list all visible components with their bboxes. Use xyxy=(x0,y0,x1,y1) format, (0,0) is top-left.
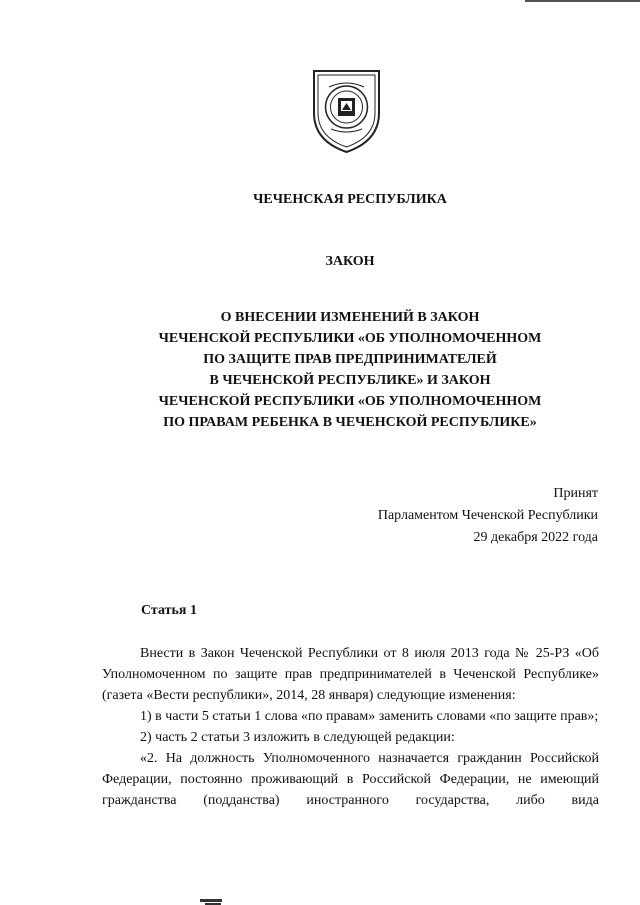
law-title-line: ПО ЗАЩИТЕ ПРАВ ПРЕДПРИНИМАТЕЛЕЙ xyxy=(203,352,497,367)
adoption-status: Принят xyxy=(553,486,598,501)
adoption-date: 29 декабря 2022 года xyxy=(473,530,598,545)
law-title-line: В ЧЕЧЕНСКОЙ РЕСПУБЛИКЕ» И ЗАКОН xyxy=(209,373,491,388)
top-rule xyxy=(525,0,640,2)
article-paragraph: 2) часть 2 статьи 3 изложить в следующей редакции: xyxy=(140,730,455,745)
article-heading: Статья 1 xyxy=(141,603,197,618)
law-title-line: О ВНЕСЕНИИ ИЗМЕНЕНИЙ В ЗАКОН xyxy=(220,310,480,325)
law-title xyxy=(0,307,640,433)
adoption-block xyxy=(378,483,598,549)
page-mark xyxy=(200,899,222,902)
law-title-line: ЧЕЧЕНСКОЙ РЕСПУБЛИКИ «ОБ УПОЛНОМОЧЕННОМ xyxy=(158,331,542,346)
adoption-body: Парламентом Чеченской Республики xyxy=(377,508,598,523)
law-title-line: ПО ПРАВАМ РЕБЕНКА В ЧЕЧЕНСКОЙ РЕСПУБЛИКЕ» xyxy=(163,415,537,430)
article-paragraph: Внести в Закон Чеченской Республики от 8 июля 2013 года № 25-РЗ «Об Уполномоченном по защите прав предпринимателей в Чеченской Республике» (газета «Вести республики», 2014, 28 января) следующие изменения: xyxy=(102,646,599,703)
article-paragraph: «2. На должность Уполномоченного назначается гражданин Российской Федерации, постоянно проживающий в Российской Федерации, не имеющий гражданства (подданства) иностранного государства, либо вида xyxy=(102,751,599,808)
document-type: ЗАКОН xyxy=(325,254,375,269)
article-body xyxy=(102,643,599,811)
coat-of-arms-icon xyxy=(309,65,384,155)
region-title: ЧЕЧЕНСКАЯ РЕСПУБЛИКА xyxy=(253,192,447,207)
law-title-line: ЧЕЧЕНСКОЙ РЕСПУБЛИКИ «ОБ УПОЛНОМОЧЕННОМ xyxy=(158,394,542,409)
article-paragraph: 1) в части 5 статьи 1 слова «по правам» заменить словами «по защите прав»; xyxy=(140,709,599,724)
